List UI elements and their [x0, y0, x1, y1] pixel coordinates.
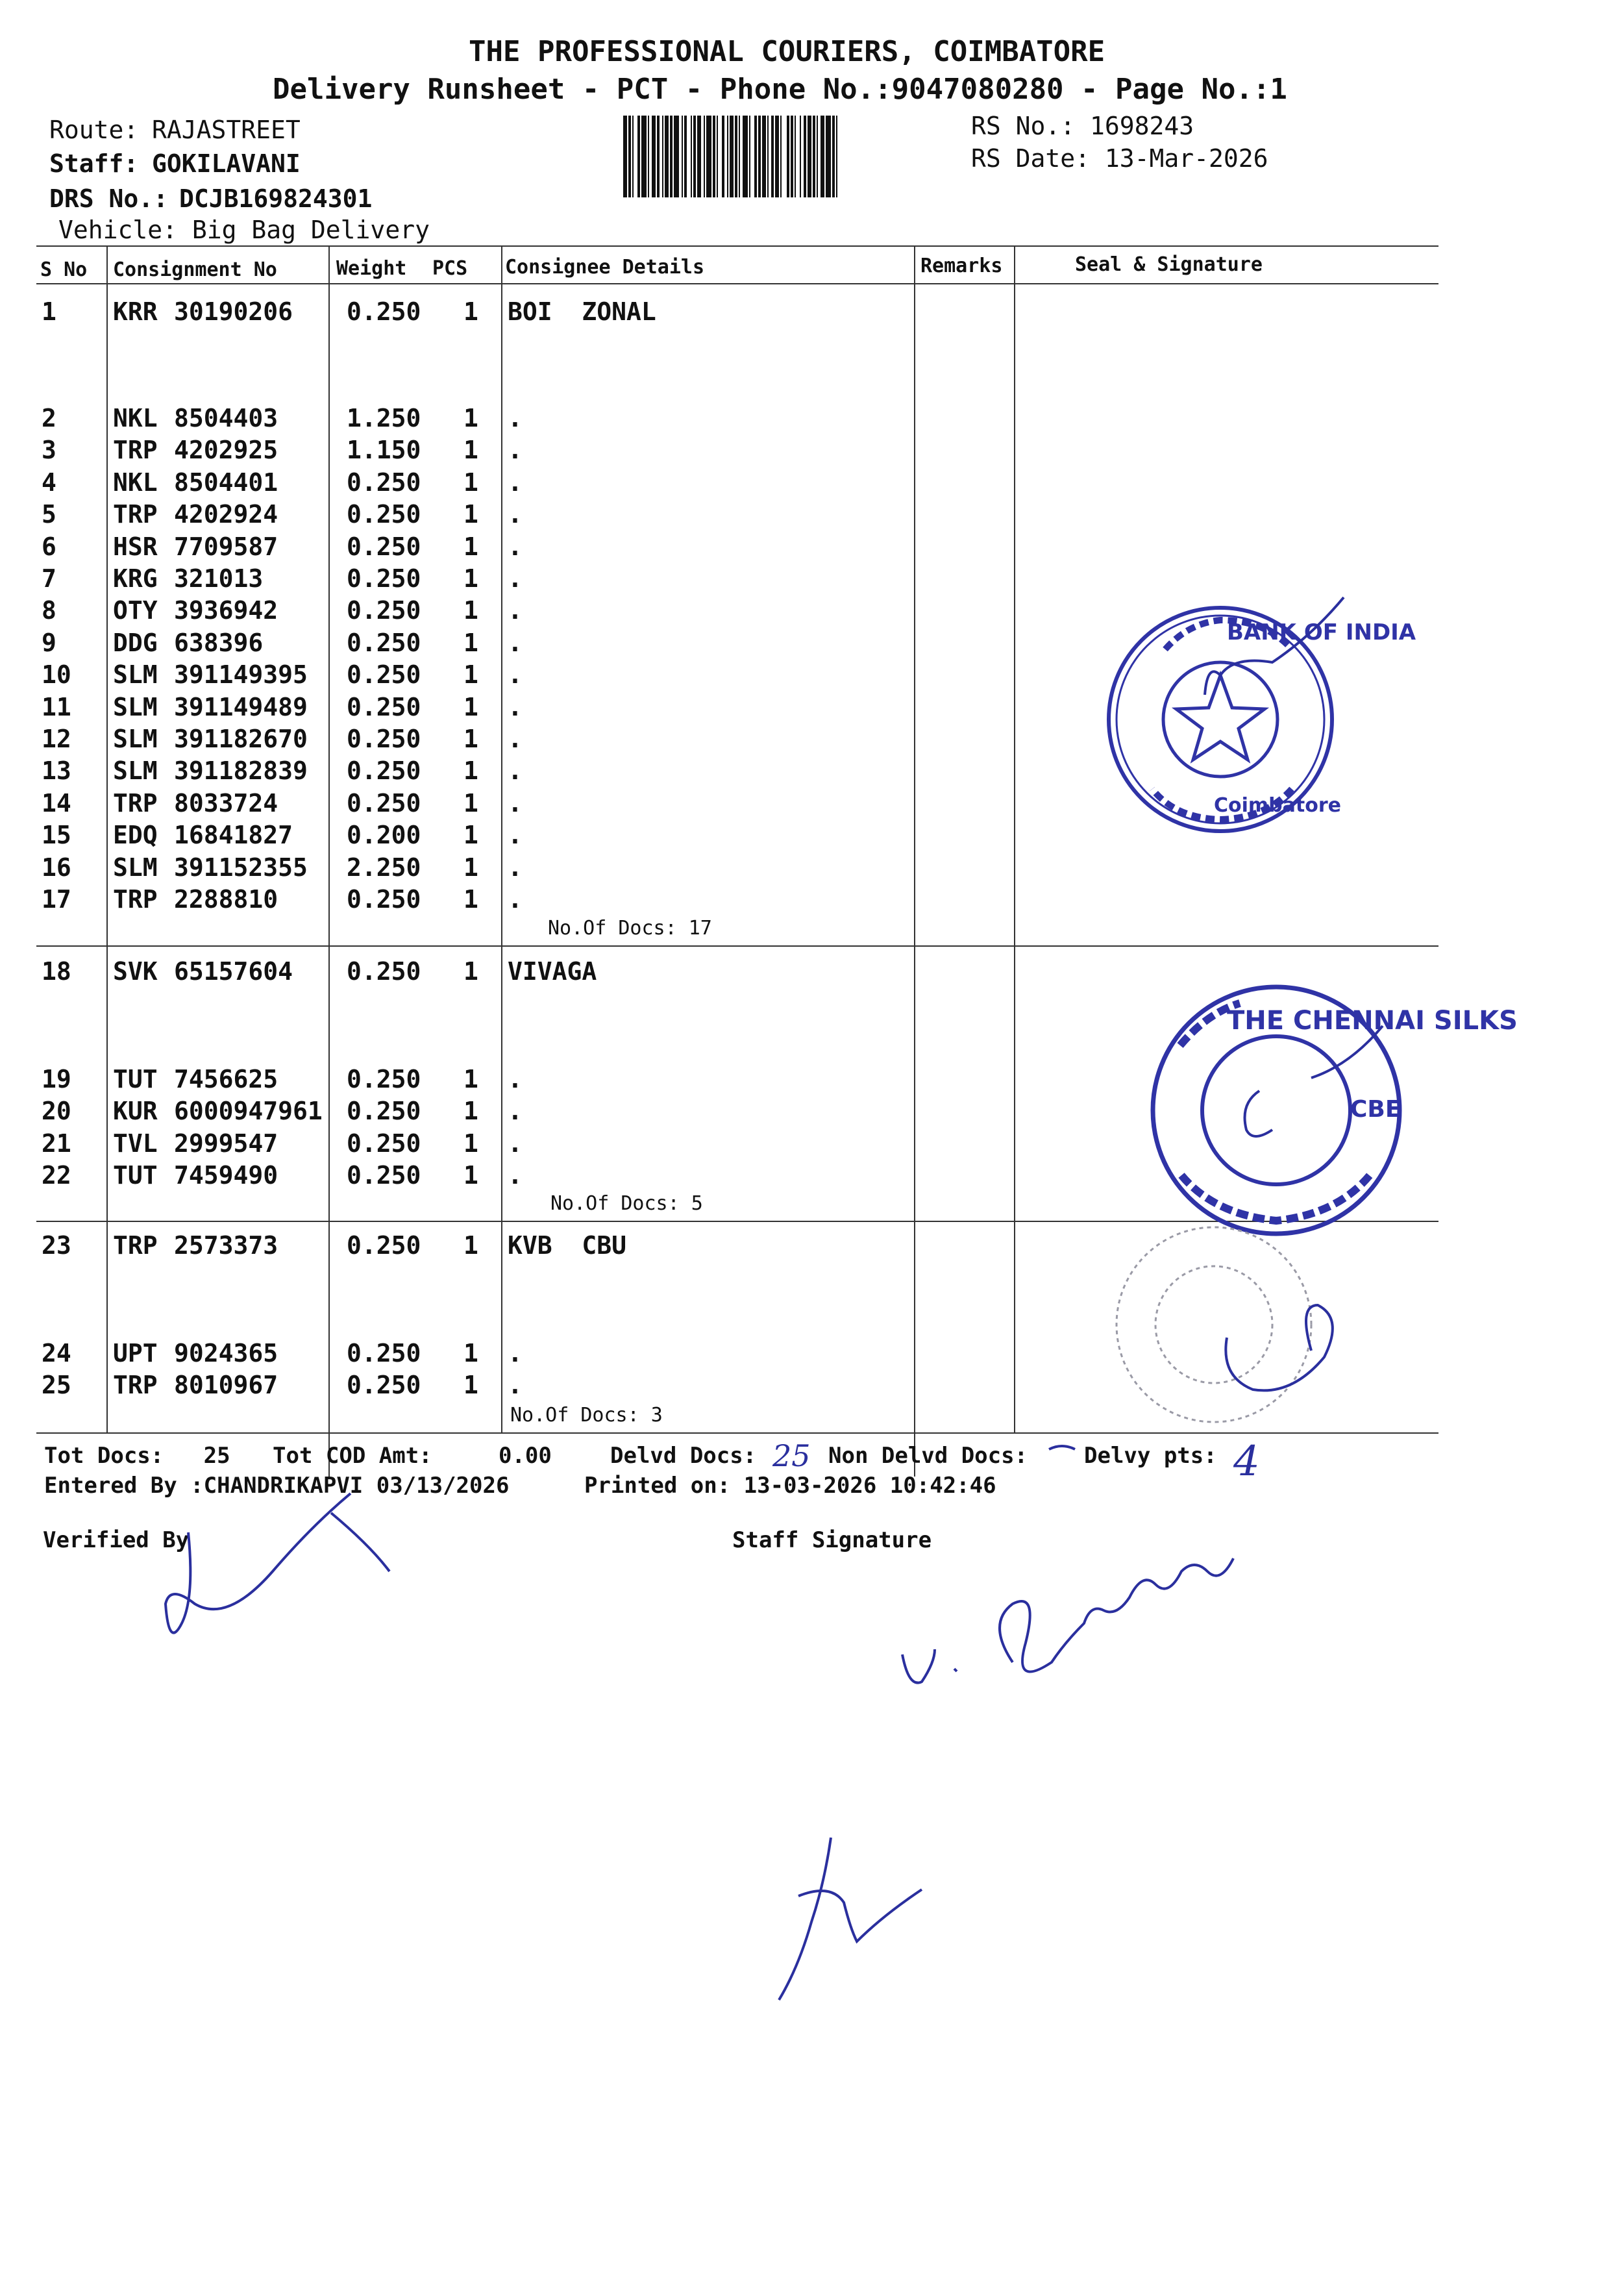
- row-prefix: SLM: [113, 853, 158, 882]
- group-divider-2: [36, 1221, 1438, 1222]
- col-header-consignment: Consignment No: [113, 258, 277, 281]
- row-sno: 14: [42, 789, 71, 817]
- table-top-border: [36, 245, 1438, 247]
- row-weight: 0.250: [347, 500, 421, 529]
- row-consignee: .: [508, 1339, 523, 1367]
- delivered-docs-label: Delvd Docs:: [610, 1443, 757, 1469]
- row-consignee: .: [508, 789, 523, 817]
- row-consignment-no: 16841827: [174, 821, 293, 849]
- row-sno: 7: [42, 564, 56, 593]
- row-pcs: 1: [463, 756, 478, 785]
- row-consignment-no: 8033724: [174, 789, 278, 817]
- row-prefix: SLM: [113, 756, 158, 785]
- row-sno: 20: [42, 1097, 71, 1125]
- row-prefix: KRG: [113, 564, 158, 593]
- row-pcs: 1: [463, 1339, 478, 1367]
- delivered-docs-handwritten: 25: [772, 1438, 811, 1473]
- row-prefix: OTY: [113, 596, 158, 625]
- row-sno: 18: [42, 957, 71, 986]
- row-weight: 0.250: [347, 693, 421, 721]
- row-consignment-no: 65157604: [174, 957, 293, 986]
- row-pcs: 1: [463, 885, 478, 914]
- row-sno: 25: [42, 1371, 71, 1399]
- row-consignment-no: 391149489: [174, 693, 308, 721]
- chennai-stamp-signature: [1245, 1026, 1383, 1136]
- row-consignment-no: 8504403: [174, 404, 278, 432]
- row-pcs: 1: [463, 1231, 478, 1260]
- delivery-points-label: Delvy pts:: [1084, 1443, 1217, 1469]
- row-sno: 6: [42, 532, 56, 561]
- col-header-consignee: Consignee Details: [505, 256, 705, 279]
- row-prefix: NKL: [113, 468, 158, 497]
- row-consignee: KVB CBU: [508, 1231, 627, 1260]
- col-header-sno: S No: [40, 258, 88, 281]
- row-weight: 0.250: [347, 629, 421, 657]
- row-consignment-no: 4202925: [174, 436, 278, 464]
- row-consignment-no: 4202924: [174, 500, 278, 529]
- row-weight: 0.250: [347, 564, 421, 593]
- row-pcs: 1: [463, 725, 478, 753]
- row-sno: 22: [42, 1161, 71, 1190]
- bank-of-india-stamp: [1109, 608, 1416, 831]
- row-consignee: .: [508, 885, 523, 914]
- row-sno: 9: [42, 629, 56, 657]
- row-weight: 1.250: [347, 404, 421, 432]
- row-weight: 0.250: [347, 1065, 421, 1093]
- company-name: THE PROFESSIONAL COURIERS, COIMBATORE: [469, 35, 1105, 68]
- row-consignee: .: [508, 564, 523, 593]
- row-prefix: SLM: [113, 693, 158, 721]
- row-consignee: .: [508, 468, 523, 497]
- row-weight: 0.250: [347, 1231, 421, 1260]
- row-weight: 0.250: [347, 756, 421, 785]
- row-sno: 10: [42, 660, 71, 689]
- row-weight: 0.250: [347, 789, 421, 817]
- group-divider-1: [36, 945, 1438, 947]
- group-total-1: No.Of Docs: 17: [548, 917, 712, 940]
- staff-signature-label: Staff Signature: [732, 1527, 932, 1553]
- row-prefix: UPT: [113, 1339, 158, 1367]
- table-bottom-border: [36, 1432, 1438, 1434]
- row-consignment-no: 3936942: [174, 596, 278, 625]
- row-weight: 0.250: [347, 1371, 421, 1399]
- row-consignee: .: [508, 532, 523, 561]
- row-pcs: 1: [463, 1065, 478, 1093]
- row-weight: 0.250: [347, 1161, 421, 1190]
- rs-number: RS No.: 1698243: [971, 112, 1194, 140]
- row-sno: 16: [42, 853, 71, 882]
- row-consignee: .: [508, 853, 523, 882]
- row-weight: 0.250: [347, 957, 421, 986]
- row-consignee: .: [508, 1097, 523, 1125]
- row-sno: 3: [42, 436, 56, 464]
- row-prefix: DDG: [113, 629, 158, 657]
- row-pcs: 1: [463, 1097, 478, 1125]
- row-prefix: TRP: [113, 1371, 158, 1399]
- row-sno: 2: [42, 404, 56, 432]
- row-prefix: TRP: [113, 500, 158, 529]
- staff-value: GOKILAVANI: [152, 149, 301, 178]
- row-sno: 13: [42, 756, 71, 785]
- row-consignment-no: 2288810: [174, 885, 278, 914]
- row-consignment-no: 7459490: [174, 1161, 278, 1190]
- verified-by-label: Verified By: [43, 1527, 190, 1553]
- row-prefix: TUT: [113, 1065, 158, 1093]
- row-consignment-no: 7709587: [174, 532, 278, 561]
- row-consignee: .: [508, 1371, 523, 1399]
- route-value: RAJASTREET: [152, 116, 301, 144]
- row-weight: 0.250: [347, 1339, 421, 1367]
- row-prefix: KRR: [113, 297, 158, 326]
- row-consignee: .: [508, 1065, 523, 1093]
- row-consignment-no: 638396: [174, 629, 264, 657]
- row-weight: 0.250: [347, 660, 421, 689]
- row-pcs: 1: [463, 404, 478, 432]
- row-prefix: TRP: [113, 436, 158, 464]
- row-prefix: TRP: [113, 789, 158, 817]
- row-prefix: TRP: [113, 1231, 158, 1260]
- row-consignment-no: 8504401: [174, 468, 278, 497]
- row-sno: 21: [42, 1129, 71, 1158]
- row-consignment-no: 2573373: [174, 1231, 278, 1260]
- row-consignee: .: [508, 821, 523, 849]
- col-header-pcs: PCS: [432, 257, 468, 280]
- row-consignee: .: [508, 693, 523, 721]
- row-pcs: 1: [463, 468, 478, 497]
- row-pcs: 1: [463, 957, 478, 986]
- row-prefix: EDQ: [113, 821, 158, 849]
- row-prefix: SLM: [113, 660, 158, 689]
- row-consignee: .: [508, 1161, 523, 1190]
- row-weight: 0.250: [347, 1129, 421, 1158]
- row-pcs: 1: [463, 1161, 478, 1190]
- row-sno: 17: [42, 885, 71, 914]
- col-divider-remarks: [914, 245, 915, 1477]
- row-consignee: .: [508, 436, 523, 464]
- kvb-stamp: [1117, 1227, 1311, 1422]
- col-divider-seal: [1014, 245, 1015, 1432]
- row-pcs: 1: [463, 500, 478, 529]
- row-consignee: .: [508, 500, 523, 529]
- total-docs: Tot Docs: 25: [44, 1443, 230, 1469]
- delivery-points-handwritten: 4: [1233, 1438, 1260, 1486]
- non-delivered-dash: [1049, 1446, 1075, 1449]
- row-consignee: .: [508, 596, 523, 625]
- row-sno: 1: [42, 297, 56, 326]
- col-header-seal: Seal & Signature: [1075, 253, 1263, 276]
- row-sno: 4: [42, 468, 56, 497]
- row-consignment-no: 391152355: [174, 853, 308, 882]
- row-pcs: 1: [463, 297, 478, 326]
- row-consignee: BOI ZONAL: [508, 297, 656, 326]
- entered-by: Entered By :CHANDRIKAPVI 03/13/2026: [44, 1473, 510, 1499]
- row-consignment-no: 7456625: [174, 1065, 278, 1093]
- row-prefix: NKL: [113, 404, 158, 432]
- row-consignment-no: 321013: [174, 564, 264, 593]
- route-label: Route:: [49, 116, 139, 144]
- col-header-weight: Weight: [336, 257, 407, 280]
- row-weight: 0.250: [347, 1097, 421, 1125]
- col-divider-weight: [328, 245, 330, 1477]
- col-divider-sno: [106, 245, 108, 1432]
- bank-stamp-signature: [1205, 597, 1344, 695]
- svg-text:Coimbatore: Coimbatore: [1214, 794, 1341, 817]
- svg-text:THE CHENNAI SILKS: THE CHENNAI SILKS: [1227, 1006, 1518, 1036]
- row-consignment-no: 6000947961: [174, 1097, 323, 1125]
- row-pcs: 1: [463, 1129, 478, 1158]
- row-prefix: TUT: [113, 1161, 158, 1190]
- verified-by-signature: [166, 1493, 389, 1633]
- row-prefix: HSR: [113, 532, 158, 561]
- row-consignment-no: 8010967: [174, 1371, 278, 1399]
- row-weight: 0.200: [347, 821, 421, 849]
- drs-value: DCJB169824301: [179, 184, 373, 213]
- row-sno: 15: [42, 821, 71, 849]
- barcode: [623, 116, 962, 197]
- row-weight: 0.250: [347, 297, 421, 326]
- row-pcs: 1: [463, 436, 478, 464]
- row-pcs: 1: [463, 532, 478, 561]
- printed-on: Printed on: 13-03-2026 10:42:46: [584, 1473, 996, 1499]
- row-consignee: VIVAGA: [508, 957, 597, 986]
- row-sno: 24: [42, 1339, 71, 1367]
- row-prefix: SVK: [113, 957, 158, 986]
- svg-text:BANK OF INDIA: BANK OF INDIA: [1227, 619, 1416, 645]
- row-consignee: .: [508, 629, 523, 657]
- row-pcs: 1: [463, 629, 478, 657]
- row-pcs: 1: [463, 821, 478, 849]
- row-weight: 1.150: [347, 436, 421, 464]
- row-sno: 12: [42, 725, 71, 753]
- row-sno: 23: [42, 1231, 71, 1260]
- row-consignee: .: [508, 404, 523, 432]
- row-consignee: .: [508, 660, 523, 689]
- col-divider-consignee: [501, 245, 502, 1432]
- row-prefix: SLM: [113, 725, 158, 753]
- row-sno: 5: [42, 500, 56, 529]
- row-pcs: 1: [463, 693, 478, 721]
- row-consignment-no: 391182670: [174, 725, 308, 753]
- row-weight: 2.250: [347, 853, 421, 882]
- row-weight: 0.250: [347, 596, 421, 625]
- row-consignment-no: 391149395: [174, 660, 308, 689]
- row-pcs: 1: [463, 596, 478, 625]
- row-pcs: 1: [463, 789, 478, 817]
- row-consignment-no: 391182839: [174, 756, 308, 785]
- row-pcs: 1: [463, 1371, 478, 1399]
- staff-signature: [902, 1558, 1233, 1683]
- row-consignee: .: [508, 756, 523, 785]
- row-consignment-no: 2999547: [174, 1129, 278, 1158]
- row-consignment-no: 30190206: [174, 297, 293, 326]
- row-prefix: TRP: [113, 885, 158, 914]
- vehicle-info: Vehicle: Big Bag Delivery: [58, 216, 430, 244]
- row-weight: 0.250: [347, 885, 421, 914]
- row-pcs: 1: [463, 853, 478, 882]
- row-consignee: .: [508, 725, 523, 753]
- row-sno: 11: [42, 693, 71, 721]
- staff-label: Staff:: [49, 149, 139, 178]
- bottom-signature: [779, 1838, 922, 2000]
- row-pcs: 1: [463, 660, 478, 689]
- row-weight: 0.250: [347, 532, 421, 561]
- row-pcs: 1: [463, 564, 478, 593]
- rs-date: RS Date: 13-Mar-2026: [971, 144, 1268, 173]
- row-sno: 8: [42, 596, 56, 625]
- row-consignment-no: 9024365: [174, 1339, 278, 1367]
- total-cod-amount: Tot COD Amt: 0.00: [273, 1443, 552, 1469]
- group-total-2: No.Of Docs: 5: [550, 1192, 703, 1215]
- runsheet-title: Delivery Runsheet - PCT - Phone No.:9047080280 - Page No.:1: [273, 73, 1287, 106]
- row-weight: 0.250: [347, 725, 421, 753]
- row-prefix: TVL: [113, 1129, 158, 1158]
- row-consignee: .: [508, 1129, 523, 1158]
- group-total-3: No.Of Docs: 3: [510, 1404, 663, 1427]
- svg-text:CBE: CBE: [1350, 1096, 1401, 1123]
- row-weight: 0.250: [347, 468, 421, 497]
- col-header-remarks: Remarks: [920, 255, 1003, 277]
- chennai-silks-stamp: [1153, 987, 1518, 1234]
- row-prefix: KUR: [113, 1097, 158, 1125]
- kvb-stamp-signature: [1226, 1305, 1333, 1390]
- drs-label: DRS No.:: [49, 184, 169, 213]
- non-delivered-docs-label: Non Delvd Docs:: [828, 1443, 1028, 1469]
- table-header-border: [36, 283, 1438, 284]
- row-sno: 19: [42, 1065, 71, 1093]
